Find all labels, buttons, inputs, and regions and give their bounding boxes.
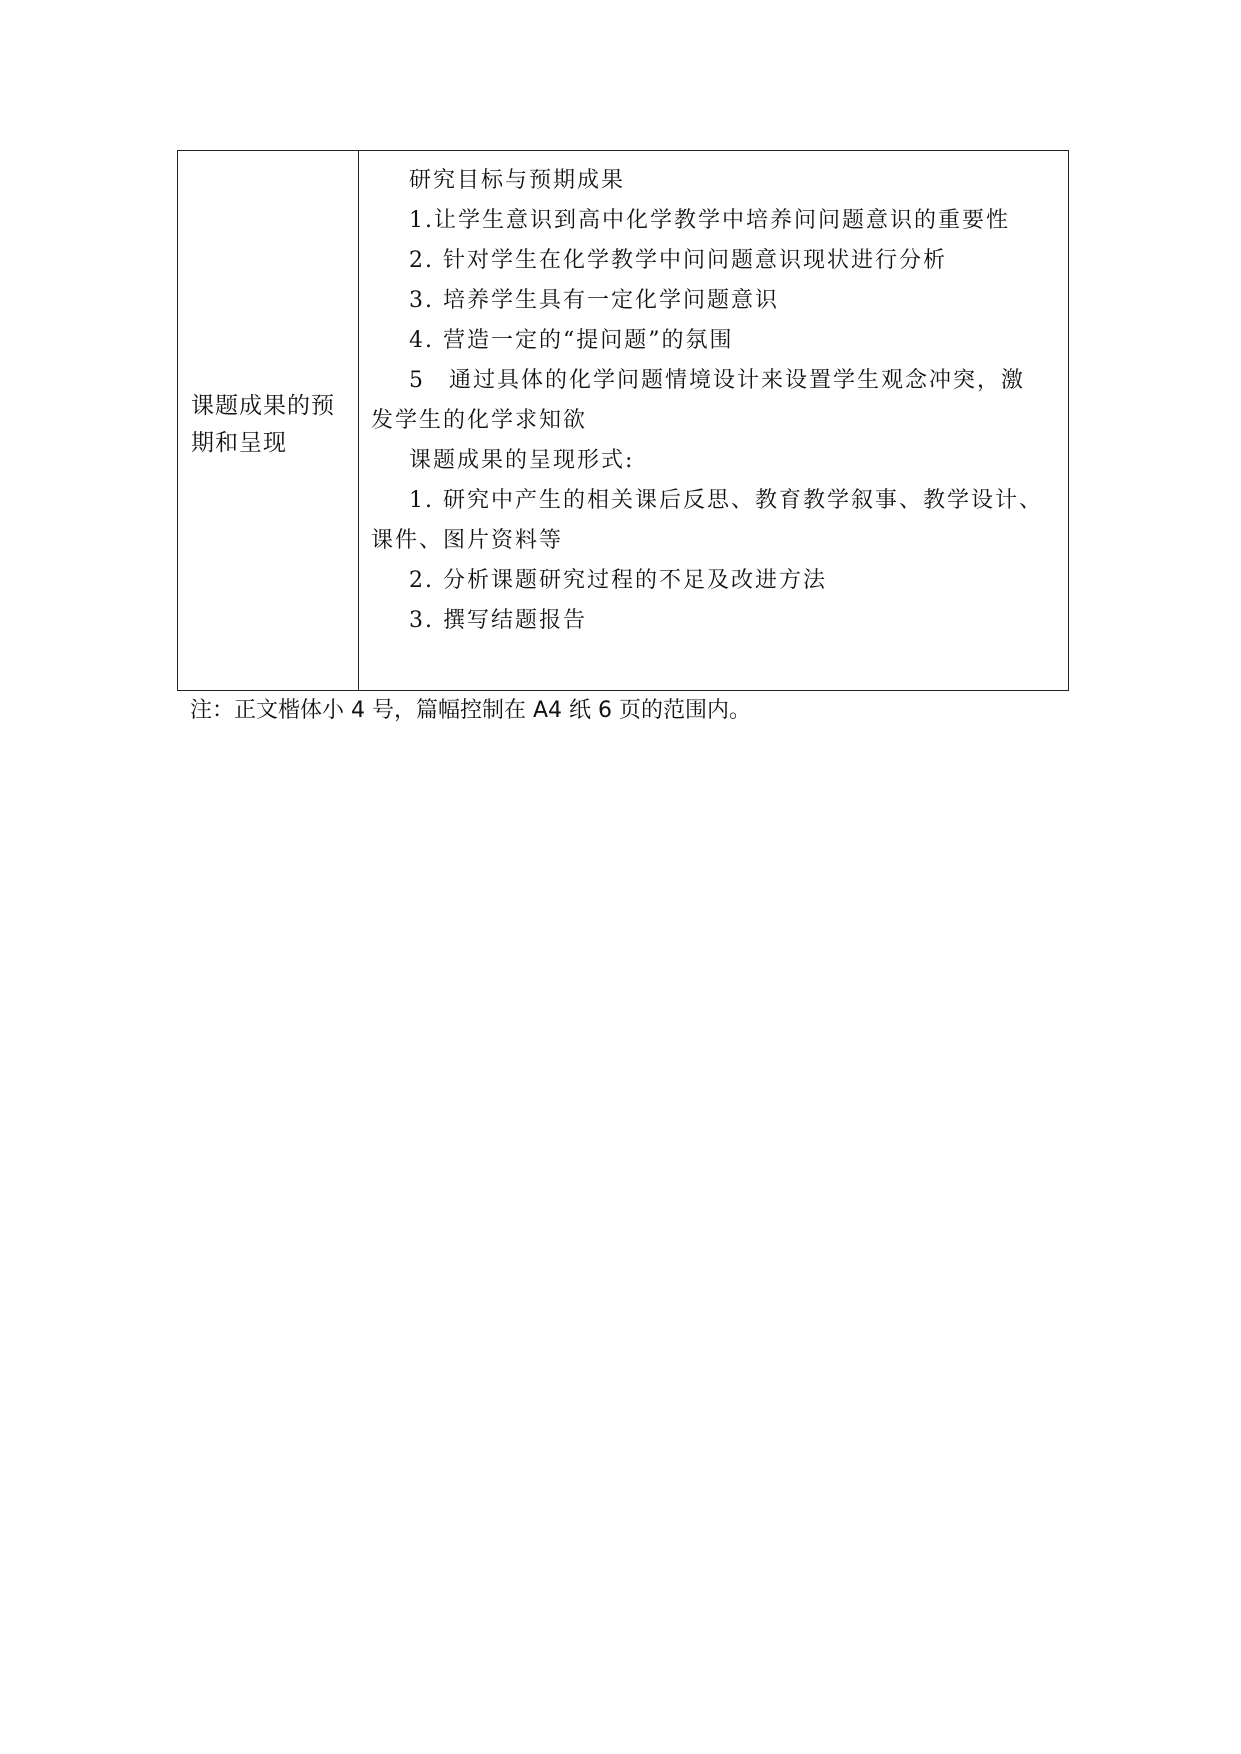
label-cell bbox=[178, 151, 359, 690]
content-line: 研究目标与预期成果 bbox=[409, 168, 626, 193]
content-line: 发学生的化学求知欲 bbox=[371, 408, 588, 433]
content-cell bbox=[359, 151, 1068, 690]
content-line: 课件、图片资料等 bbox=[371, 528, 564, 553]
footnote: 注：正文楷体小 4 号，篇幅控制在 A4 纸 6 页的范围内。 bbox=[190, 698, 752, 723]
content-line: 课题成果的呈现形式: bbox=[409, 448, 635, 473]
content-line: 1. 研究中产生的相关课后反思、教育教学叙事、教学设计、 bbox=[409, 488, 1043, 513]
content-line: 1.让学生意识到高中化学教学中培养问问题意识的重要性 bbox=[409, 208, 1010, 233]
content-line: 2. 分析课题研究过程的不足及改进方法 bbox=[409, 568, 827, 593]
content-line: 3. 培养学生具有一定化学问题意识 bbox=[409, 288, 779, 313]
content-line: 4. 营造一定的“提问题”的氛围 bbox=[409, 328, 734, 353]
content-line: 3. 撰写结题报告 bbox=[409, 608, 587, 633]
row-label: 课题成果的预期和呈现 bbox=[191, 393, 335, 456]
content-line: 5 通过具体的化学问题情境设计来设置学生观念冲突，激 bbox=[409, 368, 1025, 393]
content-line: 2. 针对学生在化学教学中问问题意识现状进行分析 bbox=[409, 248, 947, 273]
form-table bbox=[177, 150, 1069, 691]
